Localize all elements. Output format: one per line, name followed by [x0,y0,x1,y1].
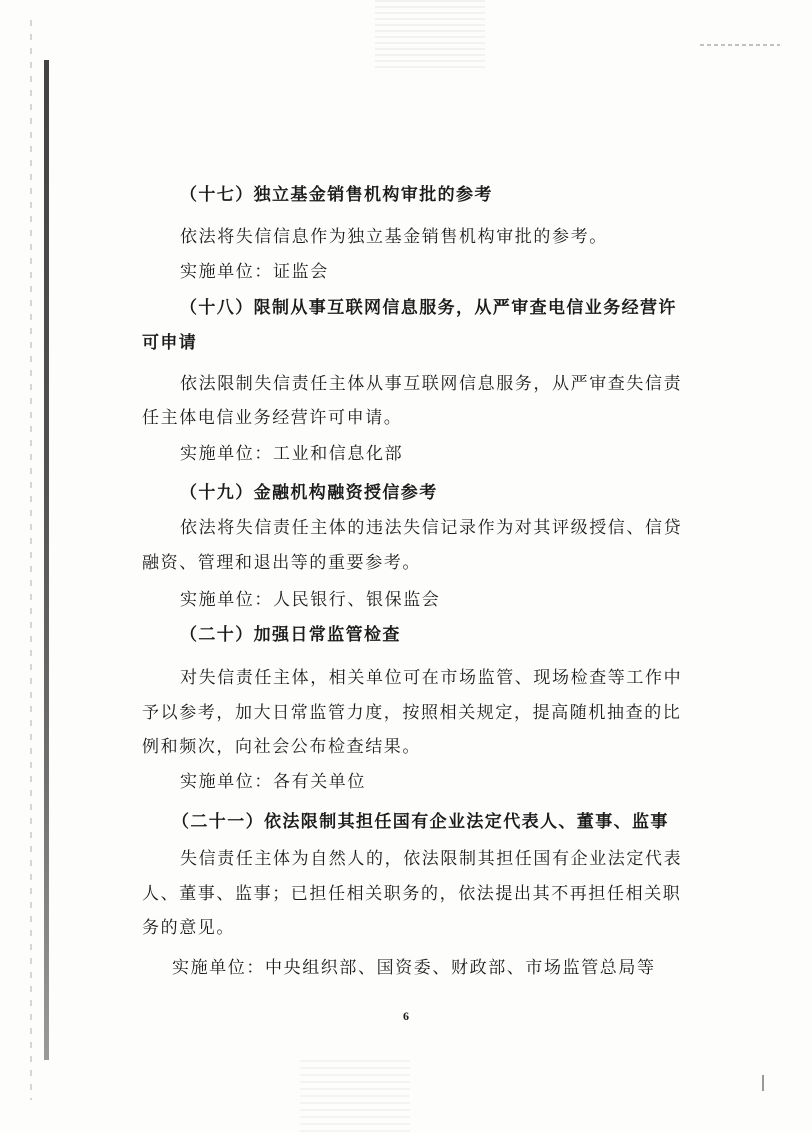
scan-artifact-left-dashes [30,20,32,1100]
section-17-body: 依法将失信信息作为独立基金销售机构审批的参考。 [180,227,608,247]
scan-artifact-right-mark [762,1075,764,1091]
scan-artifact-top-smudge [375,0,485,70]
section-21-body: 失信责任主体为自然人的，依法限制其担任国有企业法定代表 [180,849,683,869]
section-20-body-cont2: 例和频次，向社会公布检查结果。 [142,737,421,757]
section-21-implementer: 实施单位：中央组织部、国资委、财政部、市场监管总局等 [172,958,656,978]
section-18-implementer: 实施单位：工业和信息化部 [180,444,404,464]
section-20-implementer: 实施单位：各有关单位 [180,772,366,792]
section-18-body: 依法限制失信责任主体从事互联网信息服务，从严审查失信责 [180,374,683,394]
page-number: 6 [403,1009,409,1023]
section-20-body: 对失信责任主体，相关单位可在市场监管、现场检查等工作中 [180,668,683,688]
scan-artifact-left-edge [44,60,49,1060]
section-18-heading-cont: 可申请 [142,333,198,353]
section-18-body-cont: 任主体电信业务经营许可申请。 [142,408,403,428]
section-19-implementer: 实施单位：人民银行、银保监会 [180,590,441,610]
section-20-heading: （二十）加强日常监管检查 [180,625,401,645]
section-19-body-cont: 融资、管理和退出等的重要参考。 [142,553,421,573]
section-21-heading: （二十一）依法限制其担任国有企业法定代表人、董事、监事 [172,812,669,832]
section-17-implementer: 实施单位：证监会 [180,262,329,282]
section-20-body-cont: 予以参考，加大日常监管力度，按照相关规定，提高随机抽查的比 [142,703,682,723]
section-18-heading: （十八）限制从事互联网信息服务，从严审查电信业务经营许 [180,298,677,318]
scan-artifact-bottom-smudge [300,1060,410,1133]
section-19-body: 依法将失信责任主体的违法失信记录作为对其评级授信、信贷 [180,518,683,538]
section-21-body-cont2: 务的意见。 [142,918,235,938]
section-19-heading: （十九）金融机构融资授信参考 [180,483,438,503]
section-21-body-cont: 人、董事、监事；已担任相关职务的，依法提出其不再担任相关职 [142,884,682,904]
section-17-heading: （十七）独立基金销售机构审批的参考 [180,185,493,205]
scan-artifact-top-dashes [700,44,780,46]
